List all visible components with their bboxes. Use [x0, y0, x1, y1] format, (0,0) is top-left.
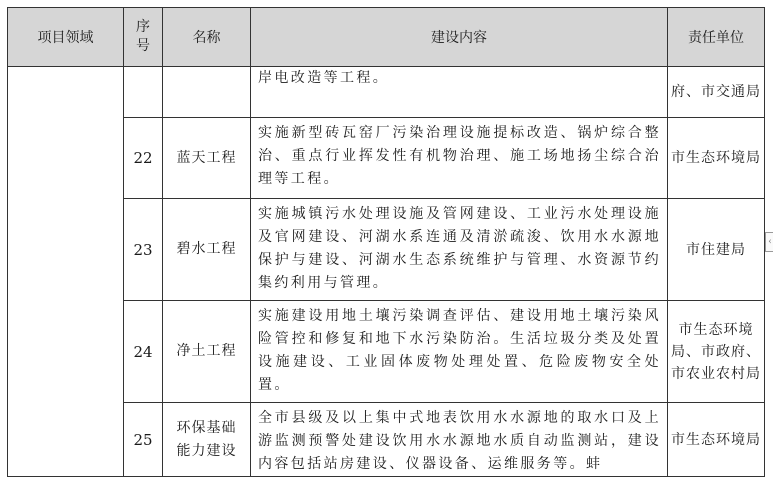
- row-number: 24: [124, 301, 163, 403]
- row-content: 实施建设用地土壤污染调查评估、建设用地土壤污染风险管控和修复和地下水污染防治。生活垃圾分类及处置设施建设、工业固体废物处理处置、危险废物安全处置。: [251, 301, 668, 403]
- side-collapse-tab[interactable]: ‹: [765, 232, 773, 252]
- row-number: [124, 67, 163, 118]
- row-content: 实施新型砖瓦窑厂污染治理设施提标改造、锅炉综合整治、重点行业挥发性有机物治理、施工场地扬尘综合治理等工程。: [251, 118, 668, 199]
- row-name: 净土工程: [163, 301, 251, 403]
- row-content: 全市县级及以上集中式地表饮用水水源地的取水口及上游监测预警处建设饮用水水源地水质自动监测站，建设内容包括站房建设、仪器设备、运维服务等。蚌: [251, 403, 668, 477]
- header-content: 建设内容: [251, 8, 668, 67]
- row-unit: 市生态环境局、市政府、市农业农村局: [668, 301, 765, 403]
- header-number-line2: 号: [136, 38, 150, 54]
- row-unit: 府、市交通局: [668, 67, 765, 118]
- header-number: [124, 8, 163, 67]
- header-row: [8, 8, 765, 67]
- header-unit: 责任单位: [668, 8, 765, 67]
- row-number: 22: [124, 118, 163, 199]
- header-number-line1: 序: [136, 19, 150, 35]
- row-name: 环保基础能力建设: [163, 403, 251, 477]
- row-name: 蓝天工程: [163, 118, 251, 199]
- table-row: [8, 67, 765, 118]
- row-name: 碧水工程: [163, 199, 251, 301]
- row-content: 岸电改造等工程。: [251, 67, 668, 118]
- row-unit: 市住建局: [668, 199, 765, 301]
- row-unit: 市生态环境局: [668, 403, 765, 477]
- row-content: 实施城镇污水处理设施及管网建设、工业污水处理设施及官网建设、河湖水系连通及清淤疏浚、饮用水水源地保护与建设、河湖水生态系统维护与管理、水资源节约集约利用与管理。: [251, 199, 668, 301]
- row-number: 25: [124, 403, 163, 477]
- header-name: 名称: [163, 8, 251, 67]
- header-area: 项目领域: [8, 8, 124, 67]
- project-table: [7, 7, 765, 477]
- row-unit: 市生态环境局: [668, 118, 765, 199]
- area-cell: [8, 67, 124, 477]
- row-name: [163, 67, 251, 118]
- row-number: 23: [124, 199, 163, 301]
